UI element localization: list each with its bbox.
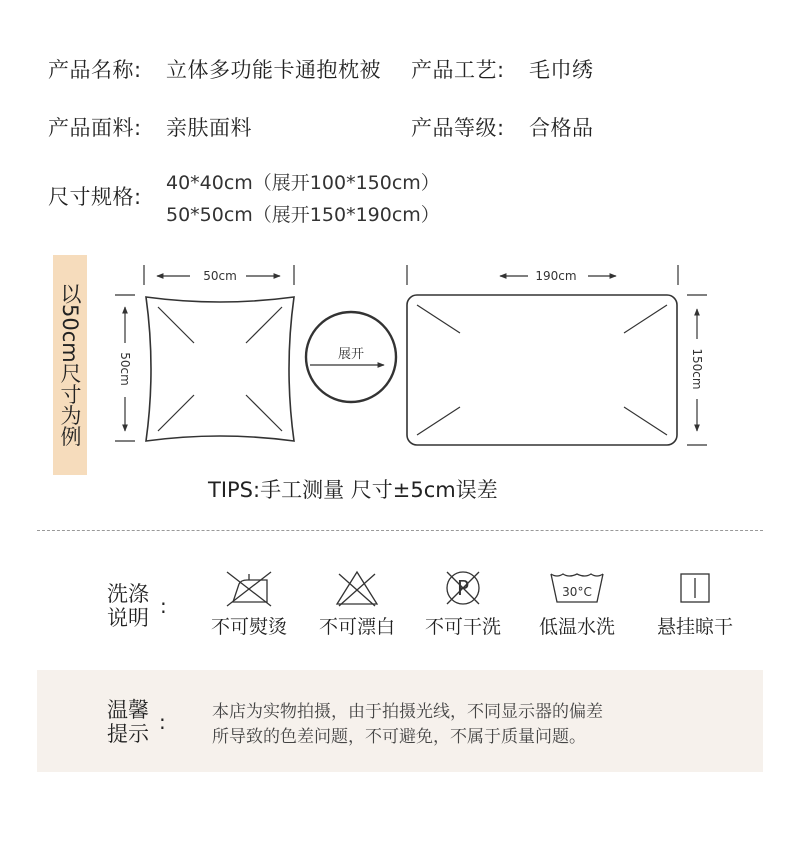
no-iron-icon [219, 568, 279, 608]
notice-line-2: 所导致的色差问题，不可避免，不属于质量问题。 [212, 727, 586, 747]
blanket-height-label: 150cm [690, 348, 704, 390]
spec-name-label: 产品名称: [48, 58, 142, 82]
wash-temp-text: 30°C [562, 585, 592, 599]
spec-name-value: 立体多功能卡通抱枕被 [166, 58, 381, 82]
care-item-no-bleach [302, 568, 412, 639]
notice-title-line1: 温馨 [107, 698, 149, 722]
spec-size-label: 尺寸规格: [48, 185, 142, 209]
care-colon: : [160, 594, 167, 618]
svg-text:P: P [456, 576, 470, 600]
tips-text: TIPS:手工测量 尺寸±5cm误差 [208, 478, 498, 502]
care-item-hang-dry [640, 568, 750, 639]
pillow-height-label: 50cm [118, 352, 132, 386]
dashed-divider [37, 530, 763, 531]
spec-grade-label: 产品等级: [411, 116, 505, 140]
notice-title [107, 698, 149, 746]
pillow-width-label: 50cm [203, 269, 237, 283]
care-label: 不可漂白 [318, 616, 395, 638]
size-diagram [100, 255, 730, 465]
spec-grade-value: 合格品 [529, 116, 594, 140]
spec-craft-value: 毛巾绣 [529, 58, 594, 82]
care-label: 悬挂晾干 [656, 616, 733, 638]
notice-line-1: 本店为实物拍摄，由于拍摄光线，不同显示器的偏差 [212, 702, 603, 722]
notice-title-line2: 提示 [107, 722, 149, 746]
care-title-line2: 说明 [107, 606, 149, 630]
care-item-no-dry-clean [408, 568, 518, 639]
care-label: 低温水洗 [538, 616, 615, 638]
care-item-wash-30 [522, 568, 632, 639]
spec-size-line-1: 40*40cm（展开100*150cm） [166, 172, 440, 194]
notice-colon: : [159, 710, 166, 734]
size-example-badge-text: 以50cm尺寸为例 [58, 283, 82, 447]
unfold-label: 展开 [337, 347, 365, 362]
care-title [107, 582, 149, 630]
no-dry-clean-icon [433, 568, 493, 608]
care-label: 不可干洗 [424, 616, 501, 638]
blanket-width-label: 190cm [535, 269, 577, 283]
spec-fabric-label: 产品面料: [48, 116, 142, 140]
care-item-no-iron [194, 568, 304, 639]
no-bleach-icon [327, 568, 387, 608]
spec-fabric-value: 亲肤面料 [166, 116, 252, 140]
spec-craft-label: 产品工艺: [411, 58, 505, 82]
notice-text [212, 700, 603, 750]
spec-size-line-2: 50*50cm（展开150*190cm） [166, 204, 440, 226]
notice-box [37, 670, 763, 772]
care-label: 不可熨烫 [210, 616, 287, 638]
size-example-badge [53, 255, 87, 475]
care-title-line1: 洗涤 [107, 582, 149, 606]
hang-dry-icon [665, 568, 725, 608]
wash-30-icon [545, 568, 609, 608]
